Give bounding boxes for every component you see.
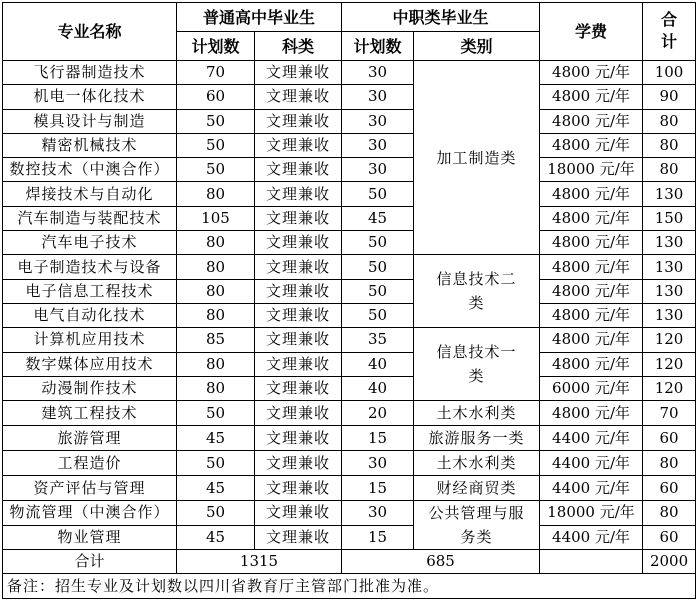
table-row (3, 206, 696, 230)
general-plan-cell: 60 (177, 85, 255, 109)
row-total-cell: 80 (643, 133, 696, 157)
note-row (3, 574, 696, 598)
tuition-cell: 18000 元/年 (540, 158, 643, 182)
vocational-plan-cell: 30 (342, 109, 414, 133)
summary-vocational-total: 685 (342, 550, 540, 574)
category-cell: 加工制造类 (414, 61, 540, 255)
tuition-cell: 4800 元/年 (540, 255, 643, 279)
subject-cell: 文理兼收 (255, 158, 342, 182)
category-cell: 公共管理与服务类 (414, 501, 540, 550)
table-row (3, 85, 696, 109)
tuition-cell: 4800 元/年 (540, 109, 643, 133)
subject-cell: 文理兼收 (255, 255, 342, 279)
row-total-cell: 130 (643, 279, 696, 303)
table-row (3, 133, 696, 157)
major-cell: 电气自动化技术 (3, 303, 177, 327)
subject-cell: 文理兼收 (255, 501, 342, 526)
tuition-cell: 4400 元/年 (540, 525, 643, 550)
vocational-plan-cell: 50 (342, 279, 414, 303)
row-total-cell: 130 (643, 255, 696, 279)
row-total-cell: 80 (643, 109, 696, 133)
tuition-cell: 4800 元/年 (540, 279, 643, 303)
general-plan-cell: 45 (177, 525, 255, 550)
vocational-plan-cell: 15 (342, 426, 414, 451)
major-cell: 汽车电子技术 (3, 231, 177, 255)
table-row (3, 376, 696, 400)
row-total-cell: 80 (643, 158, 696, 182)
general-plan-cell: 50 (177, 451, 255, 476)
vocational-plan-cell: 30 (342, 133, 414, 157)
subject-cell: 文理兼收 (255, 85, 342, 109)
subject-cell: 文理兼收 (255, 476, 342, 501)
major-cell: 旅游管理 (3, 426, 177, 451)
row-total-cell: 130 (643, 303, 696, 327)
row-total-cell: 80 (643, 451, 696, 476)
general-plan-cell: 80 (177, 279, 255, 303)
general-plan-cell: 45 (177, 426, 255, 451)
general-plan-cell: 80 (177, 182, 255, 206)
subject-cell: 文理兼收 (255, 206, 342, 230)
table-row (3, 501, 696, 526)
row-total-cell: 150 (643, 206, 696, 230)
major-cell: 机电一体化技术 (3, 85, 177, 109)
table-row (3, 401, 696, 426)
row-total-cell: 130 (643, 231, 696, 255)
row-total-cell: 80 (643, 501, 696, 526)
header-major: 专业名称 (3, 3, 177, 61)
vocational-plan-cell: 30 (342, 85, 414, 109)
row-total-cell: 120 (643, 328, 696, 352)
tuition-cell: 4800 元/年 (540, 401, 643, 426)
tuition-cell: 4800 元/年 (540, 303, 643, 327)
category-cell: 财经商贸类 (414, 476, 540, 501)
subject-cell: 文理兼收 (255, 451, 342, 476)
summary-grand-total: 2000 (643, 550, 696, 574)
general-plan-cell: 105 (177, 206, 255, 230)
table-row (3, 109, 696, 133)
vocational-plan-cell: 50 (342, 303, 414, 327)
tuition-cell: 4800 元/年 (540, 182, 643, 206)
table-row (3, 328, 696, 352)
major-cell: 物业管理 (3, 525, 177, 550)
major-cell: 飞行器制造技术 (3, 61, 177, 85)
category-cell: 信息技术一类 (414, 328, 540, 401)
header-subject: 科类 (255, 32, 342, 61)
row-total-cell: 60 (643, 525, 696, 550)
general-plan-cell: 85 (177, 328, 255, 352)
general-plan-cell: 45 (177, 476, 255, 501)
major-cell: 数控技术（中澳合作） (3, 158, 177, 182)
vocational-plan-cell: 35 (342, 328, 414, 352)
table-row (3, 476, 696, 501)
subject-cell: 文理兼收 (255, 61, 342, 85)
subject-cell: 文理兼收 (255, 182, 342, 206)
major-cell: 精密机械技术 (3, 133, 177, 157)
vocational-plan-cell: 20 (342, 401, 414, 426)
general-plan-cell: 50 (177, 158, 255, 182)
subject-cell: 文理兼收 (255, 525, 342, 550)
general-plan-cell: 80 (177, 376, 255, 400)
table-row (3, 525, 696, 550)
table-row (3, 158, 696, 182)
table-row (3, 182, 696, 206)
tuition-cell: 18000 元/年 (540, 501, 643, 526)
category-cell: 土木水利类 (414, 451, 540, 476)
major-cell: 电子制造技术与设备 (3, 255, 177, 279)
header-total: 合计 (643, 3, 696, 61)
tuition-cell: 4400 元/年 (540, 451, 643, 476)
tuition-cell: 4800 元/年 (540, 133, 643, 157)
table-row (3, 61, 696, 85)
tuition-cell: 4800 元/年 (540, 328, 643, 352)
vocational-plan-cell: 50 (342, 182, 414, 206)
category-cell: 旅游服务一类 (414, 426, 540, 451)
subject-cell: 文理兼收 (255, 133, 342, 157)
major-cell: 计算机应用技术 (3, 328, 177, 352)
summary-row (3, 550, 696, 574)
tuition-cell: 4800 元/年 (540, 231, 643, 255)
vocational-plan-cell: 30 (342, 158, 414, 182)
row-total-cell: 120 (643, 376, 696, 400)
category-cell: 信息技术二类 (414, 255, 540, 328)
vocational-plan-cell: 15 (342, 525, 414, 550)
subject-cell: 文理兼收 (255, 426, 342, 451)
general-plan-cell: 50 (177, 109, 255, 133)
vocational-plan-cell: 50 (342, 255, 414, 279)
subject-cell: 文理兼收 (255, 231, 342, 255)
summary-general-total: 1315 (177, 550, 342, 574)
vocational-plan-cell: 30 (342, 451, 414, 476)
subject-cell: 文理兼收 (255, 328, 342, 352)
tuition-cell: 4800 元/年 (540, 61, 643, 85)
general-plan-cell: 70 (177, 61, 255, 85)
subject-cell: 文理兼收 (255, 109, 342, 133)
general-plan-cell: 80 (177, 352, 255, 376)
table-row (3, 255, 696, 279)
tuition-cell: 4800 元/年 (540, 85, 643, 109)
row-total-cell: 100 (643, 61, 696, 85)
subject-cell: 文理兼收 (255, 401, 342, 426)
table-row (3, 279, 696, 303)
vocational-plan-cell: 40 (342, 352, 414, 376)
major-cell: 电子信息工程技术 (3, 279, 177, 303)
table-row (3, 426, 696, 451)
general-plan-cell: 80 (177, 303, 255, 327)
general-plan-cell: 80 (177, 255, 255, 279)
vocational-plan-cell: 30 (342, 501, 414, 526)
header-category: 类别 (414, 32, 540, 61)
enrollment-plan-table (2, 2, 696, 599)
tuition-cell: 4400 元/年 (540, 426, 643, 451)
major-cell: 工程造价 (3, 451, 177, 476)
vocational-plan-cell: 15 (342, 476, 414, 501)
table-row (3, 352, 696, 376)
header-plan-count: 计划数 (177, 32, 255, 61)
subject-cell: 文理兼收 (255, 376, 342, 400)
vocational-plan-cell: 30 (342, 61, 414, 85)
major-cell: 动漫制作技术 (3, 376, 177, 400)
category-cell: 土木水利类 (414, 401, 540, 426)
major-cell: 资产评估与管理 (3, 476, 177, 501)
note-text: 备注：招生专业及计划数以四川省教育厅主管部门批准为准。 (3, 574, 696, 598)
row-total-cell: 130 (643, 182, 696, 206)
header-general-group: 普通高中毕业生 (177, 3, 342, 32)
major-cell: 模具设计与制造 (3, 109, 177, 133)
tuition-cell: 4800 元/年 (540, 206, 643, 230)
table-row (3, 303, 696, 327)
vocational-plan-cell: 40 (342, 376, 414, 400)
subject-cell: 文理兼收 (255, 352, 342, 376)
major-cell: 焊接技术与自动化 (3, 182, 177, 206)
major-cell: 建筑工程技术 (3, 401, 177, 426)
table-body (3, 61, 696, 599)
tuition-cell: 4800 元/年 (540, 352, 643, 376)
table-row (3, 231, 696, 255)
vocational-plan-cell: 50 (342, 231, 414, 255)
major-cell: 数字媒体应用技术 (3, 352, 177, 376)
vocational-plan-cell: 45 (342, 206, 414, 230)
header-tuition: 学费 (540, 3, 643, 61)
general-plan-cell: 50 (177, 133, 255, 157)
row-total-cell: 60 (643, 476, 696, 501)
major-cell: 汽车制造与装配技术 (3, 206, 177, 230)
row-total-cell: 90 (643, 85, 696, 109)
table-row (3, 451, 696, 476)
subject-cell: 文理兼收 (255, 279, 342, 303)
row-total-cell: 120 (643, 352, 696, 376)
summary-empty (540, 550, 643, 574)
general-plan-cell: 50 (177, 501, 255, 526)
summary-label: 合计 (3, 550, 177, 574)
general-plan-cell: 50 (177, 401, 255, 426)
tuition-cell: 4400 元/年 (540, 476, 643, 501)
header-vocational-group: 中职类毕业生 (342, 3, 540, 32)
tuition-cell: 6000 元/年 (540, 376, 643, 400)
row-total-cell: 60 (643, 426, 696, 451)
header-plan-count-vocational: 计划数 (342, 32, 414, 61)
subject-cell: 文理兼收 (255, 303, 342, 327)
major-cell: 物流管理（中澳合作） (3, 501, 177, 526)
general-plan-cell: 80 (177, 231, 255, 255)
row-total-cell: 70 (643, 401, 696, 426)
